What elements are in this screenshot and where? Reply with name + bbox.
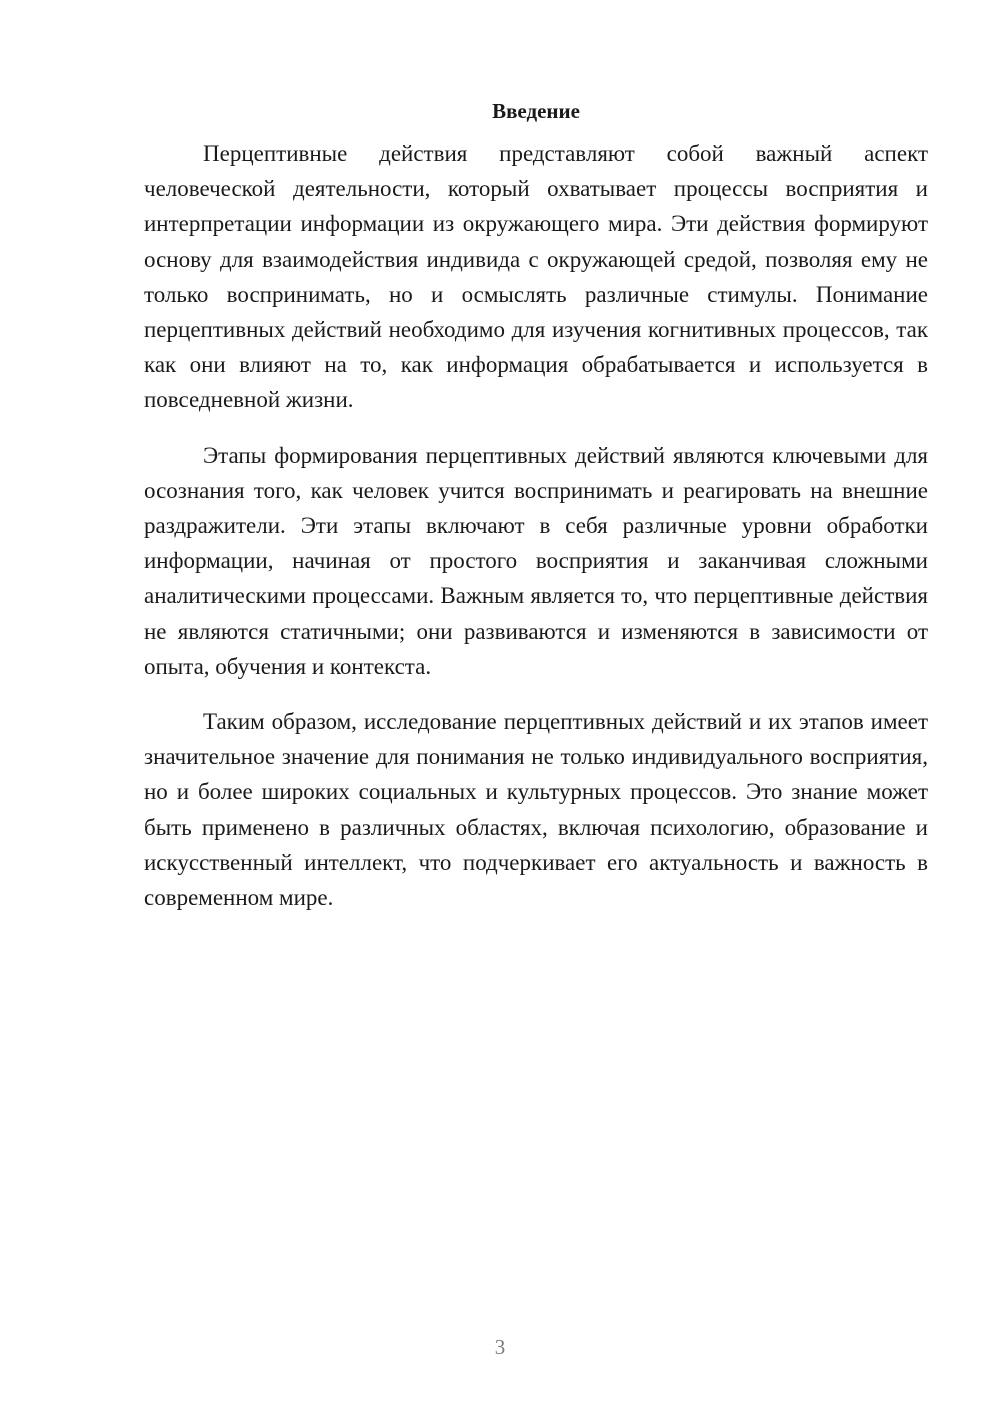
section-title: Введение (492, 99, 580, 123)
paragraph-1: Перцептивные действия представляют собой важный аспект человеческой деятельности, который охватывает процессы восприятия и интерпретации информации из окружающего мира. Эти действия формируют основу для взаимодействия индивида с окружающей средой, позволяя ему не только воспринимать, но и осмыслять различные стимулы. Понимание перцептивных действий необходимо для изучения когнитивных процессов, так как они влияют на то, как информация обрабатывается и используется в повседневной жизни. (144, 141, 928, 413)
paragraph-2: Этапы формирования перцептивных действий являются ключевыми для осознания того, как человек учится воспринимать и реагировать на внешние раздражители. Эти этапы включают в себя различные уровни обработки информации, начиная от простого восприятия и заканчивая сложными аналитическими процессами. Важным является то, что перцептивные действия не являются статичными; они развиваются и изменяются в зависимости от опыта, обучения и контекста. (144, 442, 928, 679)
page-number: 3 (494, 1335, 506, 1359)
paragraph-3: Таким образом, исследование перцептивных действий и их этапов имеет значительное значение для понимания не только индивидуального восприятия, но и более широких социальных и культурных процессов. Это знание может быть применено в различных областях, включая психологию, образование и искусственный интеллект, что подчеркивает его актуальность и важность в современном мире. (144, 709, 928, 911)
page-content (144, 96, 928, 915)
